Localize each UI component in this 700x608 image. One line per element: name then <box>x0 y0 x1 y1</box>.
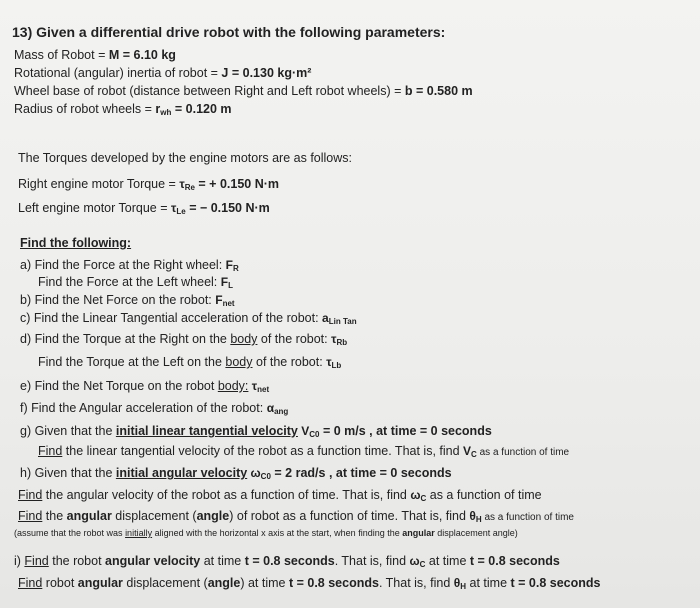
item-c: c) Find the Linear Tangential acceleration of the robot: $a_{Lin Tan}$ <box>20 311 357 326</box>
param-radius: Radius of robot wheels = $r_{wh} = 0.120$ m <box>14 102 232 117</box>
item-h2: Find the angular velocity of the robot as a function of time. That is, find $\omega_C$ as a function of time <box>18 488 542 503</box>
item-d2: Find the Torque at the Left on the body of the robot: $\tau_{Lb}$ <box>38 355 342 370</box>
param-wheelbase: Wheel base of robot (distance between Right and Left robot wheels) = b = 0.580 m <box>14 84 473 98</box>
item-h3: Find the angular displacement (angle) of robot as a function of time. That is, find $\theta_H$ as a function of time <box>18 509 574 524</box>
item-h4: (assume that the robot was initially aligned with the horizontal x axis at the start, when finding the angular displacement angle) <box>14 528 518 538</box>
torque-intro: The Torques developed by the engine motors are as follows: <box>18 151 352 165</box>
item-h: h) Given that the initial angular velocity $\omega_{C0} = 2$ rad/s , at time = 0 seconds <box>20 466 452 481</box>
torque-left: Left engine motor Torque = $\tau_{Le}$ = − 0.150 N·m <box>18 201 270 216</box>
item-i: i) Find the robot angular velocity at time t = 0.8 seconds. That is, find $\omega_C$ at time t = 0.8 seconds <box>14 554 560 569</box>
item-a2: Find the Force at the Left wheel: $F_L$ <box>38 275 233 290</box>
param-mass: Mass of Robot = M = 6.10 kg <box>14 48 176 62</box>
torque-right: Right engine motor Torque = $\tau_{Re}$ = + 0.150 N·m <box>18 177 280 192</box>
item-g2: Find the linear tangential velocity of the robot as a function time. That is, find $V_C$ as a function of time <box>38 444 570 459</box>
item-g: g) Given that the initial linear tangential velocity $V_{C0} = 0$ m/s , at time = 0 seconds <box>20 424 492 439</box>
item-b: b) Find the Net Force on the robot: $F_{net}$ <box>20 293 235 308</box>
param-inertia: Rotational (angular) inertia of robot = J = 0.130 kg·m² <box>14 66 312 80</box>
item-d1: d) Find the Torque at the Right on the body of the robot: $\tau_{Rb}$ <box>20 332 348 347</box>
problem-title: 13) Given a differential drive robot with the following parameters: <box>12 24 446 40</box>
item-f: f) Find the Angular acceleration of the robot: $\alpha_{ang}$ <box>20 401 289 416</box>
find-heading: Find the following: <box>20 236 132 250</box>
item-a1: a) Find the Force at the Right wheel: $F_R$ <box>20 258 239 273</box>
item-e: e) Find the Net Torque on the robot body: $\tau_{net}$ <box>20 379 270 394</box>
item-i2: Find robot angular displacement (angle) at time t = 0.8 seconds. That is, find $\theta_H$ at time t = 0.8 seconds <box>18 576 601 591</box>
